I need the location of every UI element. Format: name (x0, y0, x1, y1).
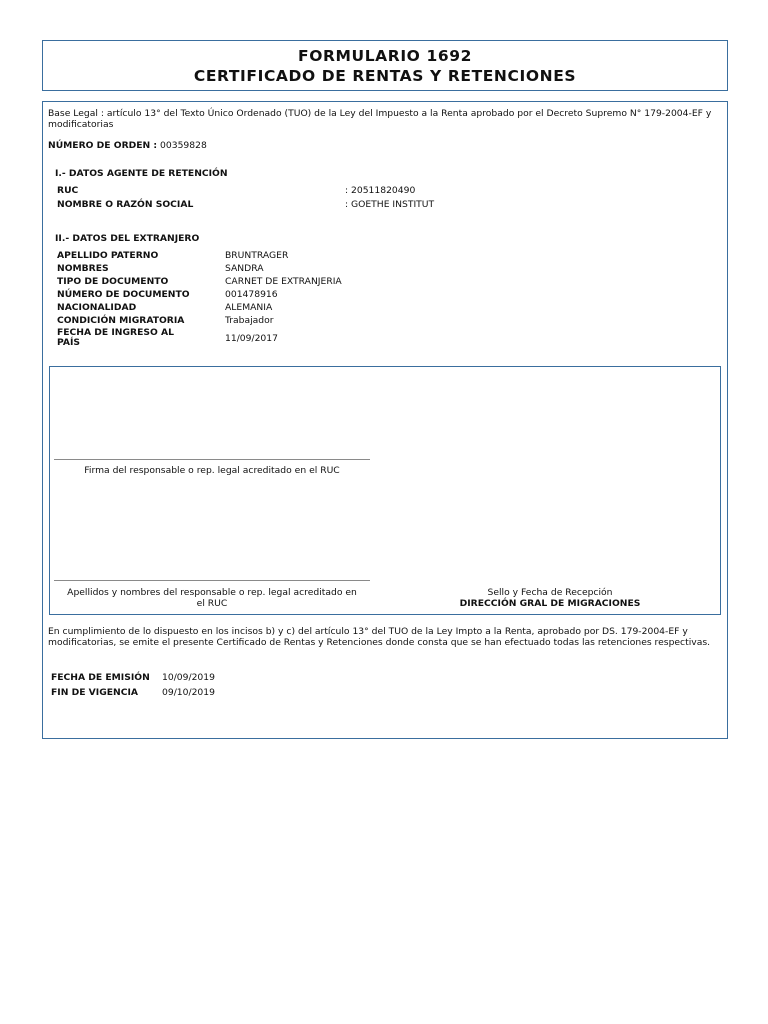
apellido-label: APELLIDO PATERNO (57, 250, 159, 261)
tipo-documento-value: CARNET DE EXTRANJERIA (225, 276, 342, 287)
form-title: CERTIFICADO DE RENTAS Y RETENCIONES (193, 67, 577, 85)
vigencia-label: FIN DE VIGENCIA (51, 687, 138, 698)
fecha-ingreso-label-1: FECHA DE INGRESO AL (57, 327, 174, 338)
order-number-label: NÚMERO DE ORDEN : (48, 140, 158, 151)
certificate-body (42, 101, 728, 739)
emision-value: 10/09/2019 (162, 672, 215, 683)
vigencia-value: 09/10/2019 (162, 687, 215, 698)
fecha-ingreso-value: 11/09/2017 (225, 333, 278, 344)
condicion-migratoria-value: Trabajador (225, 315, 274, 326)
name-line (54, 580, 370, 581)
base-legal: Base Legal : artículo 13° del Texto Único Ordenado (TUO) de la Ley del Impuesto a la Renta aprobado por el Decreto Supremo N° 179-2004-EF y modificatorias (48, 108, 712, 130)
foreigner-section-title: II.- DATOS DEL EXTRANJERO (55, 233, 200, 244)
nacionalidad-value: ALEMANIA (225, 302, 273, 313)
order-number (48, 140, 207, 151)
nombres-label: NOMBRES (57, 263, 109, 274)
condicion-migratoria-label: CONDICIÓN MIGRATORIA (57, 315, 185, 326)
apellido-value: BRUNTRAGER (225, 250, 289, 261)
signature-line (54, 459, 370, 460)
emision-label: FECHA DE EMISIÓN (51, 672, 150, 683)
form-number: FORMULARIO 1692 (298, 47, 472, 65)
sello-label: Sello y Fecha de Recepción (487, 587, 613, 598)
numero-documento-label: NÚMERO DE DOCUMENTO (57, 289, 190, 300)
signature-box (49, 366, 721, 615)
tipo-documento-label: TIPO DE DOCUMENTO (57, 276, 169, 287)
form-header (42, 40, 728, 91)
fecha-ingreso-label-2: PAÍS (57, 337, 81, 348)
razon-social-value: : GOETHE INSTITUT (345, 199, 435, 210)
apellidos-label-1: Apellidos y nombres del responsable o rep. legal acreditado en (67, 587, 357, 598)
order-number-value: 00359828 (160, 140, 207, 151)
nacionalidad-label: NACIONALIDAD (57, 302, 137, 313)
razon-social-label: NOMBRE O RAZÓN SOCIAL (57, 199, 194, 210)
apellidos-label-2: el RUC (196, 598, 228, 609)
firma-label: Firma del responsable o rep. legal acreditado en el RUC (84, 465, 340, 476)
agent-section-title: I.- DATOS AGENTE DE RETENCIÓN (55, 168, 228, 179)
nombres-value: SANDRA (225, 263, 264, 274)
direccion-label: DIRECCIÓN GRAL DE MIGRACIONES (459, 598, 641, 609)
ruc-label: RUC (57, 185, 79, 196)
ruc-value: : 20511820490 (345, 185, 416, 196)
cumplimiento-text: En cumplimiento de lo dispuesto en los incisos b) y c) del artículo 13° del TUO de la Ley Impto a la Renta, aprobado por DS. 179-2004-EF y modificatorias, se emite el presente Certificado de Rentas y Retenciones donde consta que se han efectuado todas las retenciones respectivas. (48, 626, 711, 648)
numero-documento-value: 001478916 (225, 289, 278, 300)
